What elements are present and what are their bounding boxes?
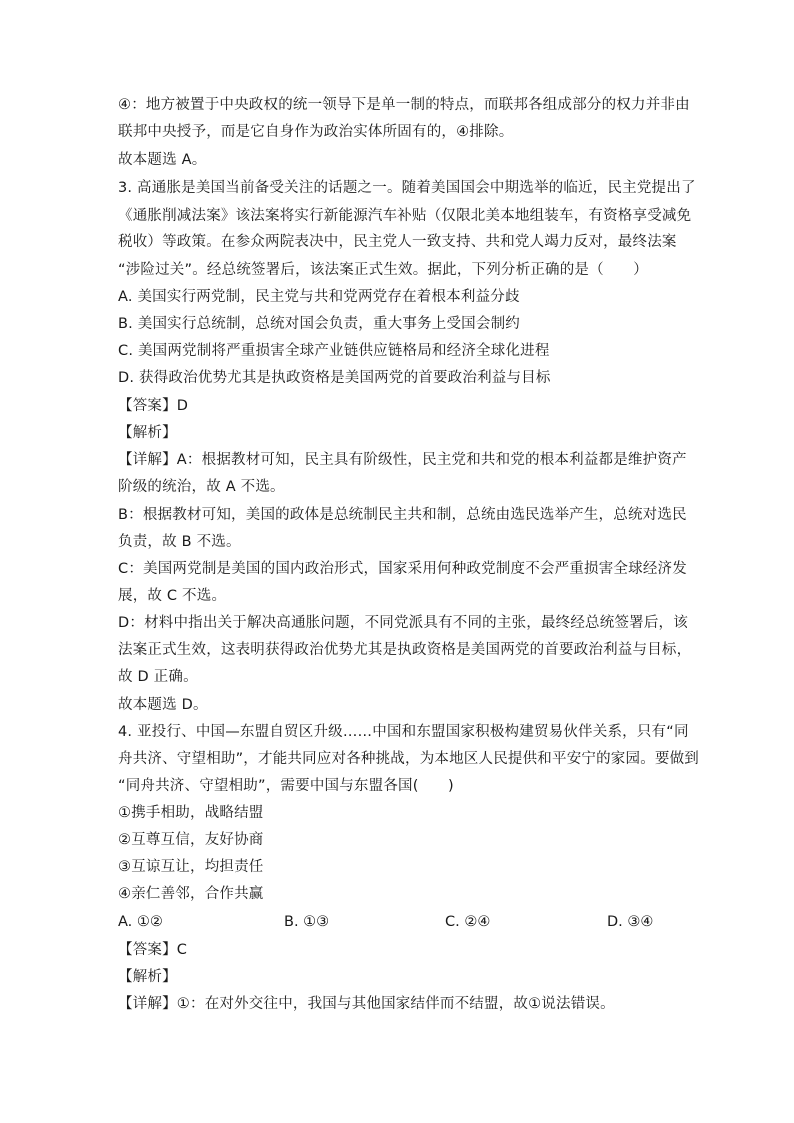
text-line: ④亲仁善邻，合作共赢 <box>118 886 264 902</box>
text-line: 展，故 C 不选。 <box>118 588 227 604</box>
text-line: 《通胀削减法案》该法案将实行新能源汽车补贴（仅限北美本地组装车，有资格享受减免 <box>118 208 692 224</box>
text-line: B：根据教材可知，美国的政体是总统制民主共和制，总统由选民选举产生，总统对选民 <box>118 507 687 523</box>
text-line: A. 美国实行两党制，民主党与共和党两党存在着根本利益分歧 <box>118 289 520 305</box>
option-d: D. ③④ <box>607 914 654 930</box>
option-a: A. ①② <box>118 914 163 930</box>
text-line: 【答案】D <box>118 398 189 414</box>
text-line: 故本题选 A。 <box>118 152 207 168</box>
text-line: D. 获得政治优势尤其是执政资格是美国两党的首要政治利益与目标 <box>118 370 551 386</box>
text-line: 4. 亚投行、中国—东盟自贸区升级……中国和东盟国家积极构建贸易伙伴关系，只有“同 <box>118 724 689 740</box>
text-line: ②互尊互信，友好协商 <box>118 832 264 848</box>
text-line: 故本题选 D。 <box>118 697 208 713</box>
text-line: 故 D 正确。 <box>118 669 198 685</box>
text-line: 税收）等政策。在参众两院表决中，民主党人一致支持、共和党人竭力反对，最终法案 <box>118 234 677 250</box>
text-line: 【解析】 <box>118 969 177 985</box>
text-line: 【详解】A：根据教材可知，民主具有阶级性，民主党和共和党的根本利益都是维护资产 <box>118 452 687 468</box>
text-line: D：材料中指出关于解决高通胀问题，不同党派具有不同的主张，最终经总统签署后，该 <box>118 615 688 631</box>
text-line: ①携手相助，战略结盟 <box>118 805 264 821</box>
text-line: 法案正式生效，这表明获得政治优势尤其是执政资格是美国两党的首要政治利益与目标， <box>118 642 692 658</box>
text-line: 联邦中央授予，而是它自身作为政治实体所固有的，④排除。 <box>118 124 514 140</box>
text-line: 舟共济、守望相助”，才能共同应对各种挑战，为本地区人民提供和平安宁的家园。要做到 <box>118 751 700 767</box>
text-line: “涉险过关”。经总统签署后，该法案正式生效。据此，下列分析正确的是（ ） <box>118 262 648 278</box>
option-c: C. ②④ <box>445 914 491 930</box>
text-line: 【解析】 <box>118 425 177 441</box>
text-line: 阶级的统治，故 A 不选。 <box>118 479 285 495</box>
text-line: C：美国两党制是美国的国内政治形式，国家采用何种政党制度不会严重损害全球经济发 <box>118 561 687 577</box>
text-line: B. 美国实行总统制，总统对国会负责，重大事务上受国会制约 <box>118 316 520 332</box>
option-b: B. ①③ <box>284 914 330 930</box>
text-line: 【详解】①：在对外交往中，我国与其他国家结伴而不结盟，故①说法错误。 <box>118 996 615 1012</box>
text-line: C. 美国两党制将严重损害全球产业链供应链格局和经济全球化进程 <box>118 343 550 359</box>
text-line: ④：地方被置于中央政权的统一领导下是单一制的特点，而联邦各组成部分的权力并非由 <box>118 97 690 113</box>
text-line: 负责，故 B 不选。 <box>118 534 241 550</box>
text-line: 3. 高通胀是美国当前备受关注的话题之一。随着美国国会中期选举的临近，民主党提出了 <box>118 180 696 196</box>
text-line: “同舟共济、守望相助”，需要中国与东盟各国( ) <box>118 778 454 794</box>
text-line: ③互谅互让，均担责任 <box>118 859 264 875</box>
text-line: 【答案】C <box>118 942 188 958</box>
